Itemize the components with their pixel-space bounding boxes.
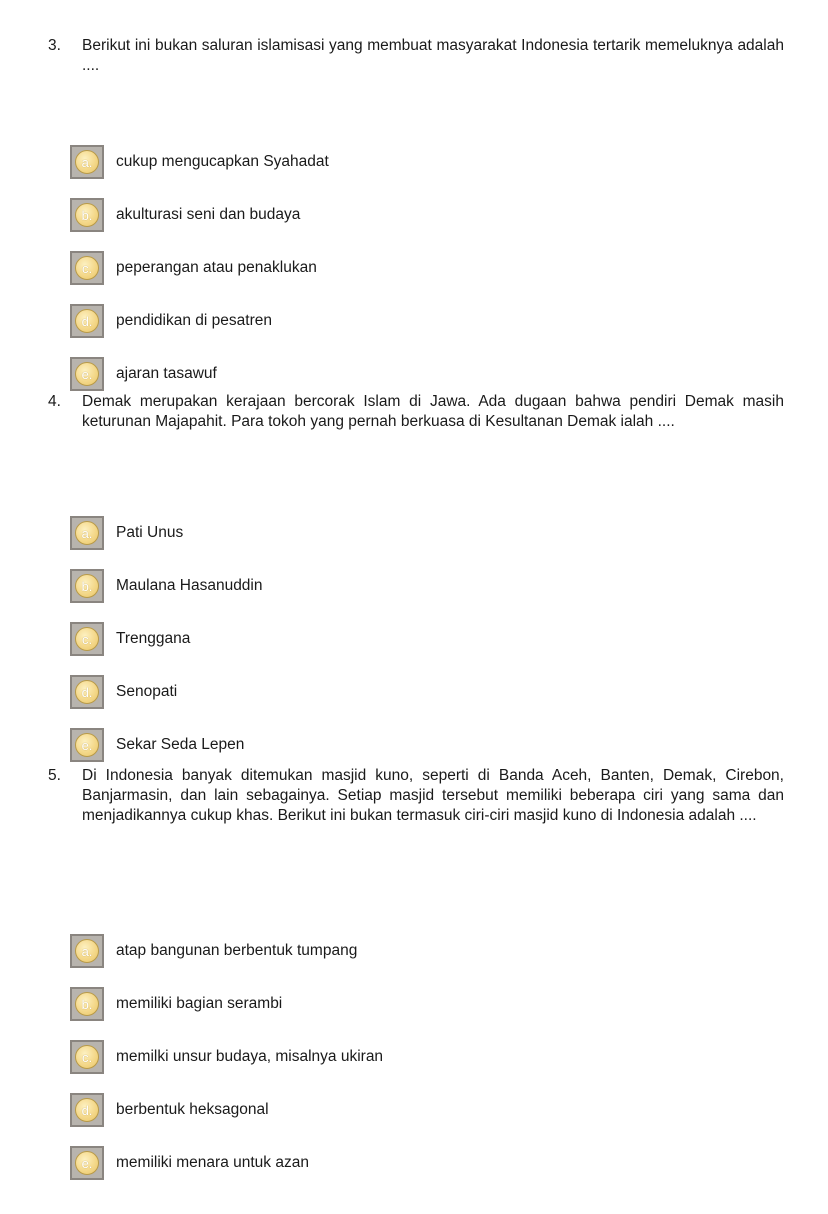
option-text: Trenggana — [116, 630, 191, 647]
question-number: 4. — [48, 393, 61, 410]
option-badge[interactable] — [70, 569, 104, 603]
option-letter: e. — [75, 733, 99, 757]
option-c[interactable] — [70, 1040, 383, 1074]
question-text: Berikut ini bukan saluran islamisasi yang membuat masyarakat Indonesia tertarik memeluknya adalah .... — [82, 37, 784, 74]
option-badge[interactable] — [70, 987, 104, 1021]
option-letter: e. — [75, 1151, 99, 1175]
option-c[interactable] — [70, 622, 190, 656]
question-3 — [0, 36, 828, 382]
option-badge[interactable] — [70, 1093, 104, 1127]
option-d[interactable] — [70, 1093, 269, 1127]
option-text: cukup mengucapkan Syahadat — [116, 153, 329, 170]
question-4 — [0, 392, 828, 753]
option-c[interactable] — [70, 251, 317, 285]
question-stem — [0, 36, 828, 76]
option-badge[interactable] — [70, 198, 104, 232]
question-stem — [0, 392, 828, 432]
option-badge[interactable] — [70, 728, 104, 762]
option-badge[interactable] — [70, 516, 104, 550]
option-letter: e. — [75, 362, 99, 386]
option-badge[interactable] — [70, 1040, 104, 1074]
option-text: memiliki bagian serambi — [116, 995, 283, 1012]
question-number: 3. — [48, 37, 61, 54]
option-badge[interactable] — [70, 145, 104, 179]
option-b[interactable] — [70, 198, 300, 232]
option-letter: d. — [75, 309, 99, 333]
option-letter: c. — [75, 256, 99, 280]
option-d[interactable] — [70, 304, 272, 338]
option-letter: c. — [75, 1045, 99, 1069]
option-badge[interactable] — [70, 934, 104, 968]
option-badge[interactable] — [70, 622, 104, 656]
option-text: memiliki menara untuk azan — [116, 1154, 309, 1171]
option-a[interactable] — [70, 934, 357, 968]
option-letter: b. — [75, 574, 99, 598]
option-letter: b. — [75, 203, 99, 227]
option-a[interactable] — [70, 516, 183, 550]
option-letter: d. — [75, 1098, 99, 1122]
option-text: memilki unsur budaya, misalnya ukiran — [116, 1048, 384, 1065]
option-b[interactable] — [70, 569, 263, 603]
option-text: Maulana Hasanuddin — [116, 577, 263, 594]
option-letter: d. — [75, 680, 99, 704]
option-badge[interactable] — [70, 357, 104, 391]
option-b[interactable] — [70, 987, 282, 1021]
option-text: peperangan atau penaklukan — [116, 259, 317, 276]
option-badge[interactable] — [70, 1146, 104, 1180]
option-e[interactable] — [70, 1146, 309, 1180]
option-text: berbentuk heksagonal — [116, 1101, 269, 1118]
option-letter: b. — [75, 992, 99, 1016]
option-a[interactable] — [70, 145, 329, 179]
question-text: Di Indonesia banyak ditemukan masjid kuno, seperti di Banda Aceh, Banten, Demak, Cirebon, Banjarmasin, dan lain sebagainya. Setiap masjid tersebut memiliki beberapa ciri yang sama dan menjadikannya cukup khas. Berikut ini bukan termasuk ciri-ciri masjid kuno di Indonesia adalah .... — [82, 767, 784, 824]
option-letter: a. — [75, 521, 99, 545]
question-5 — [0, 766, 828, 1171]
option-text: pendidikan di pesatren — [116, 312, 272, 329]
option-e[interactable] — [70, 357, 217, 391]
option-text: Senopati — [116, 683, 178, 700]
question-stem — [0, 766, 828, 826]
option-badge[interactable] — [70, 304, 104, 338]
option-letter: a. — [75, 939, 99, 963]
option-text: atap bangunan berbentuk tumpang — [116, 942, 358, 959]
option-text: ajaran tasawuf — [116, 365, 217, 382]
option-text: Pati Unus — [116, 524, 184, 541]
option-letter: c. — [75, 627, 99, 651]
question-text: Demak merupakan kerajaan bercorak Islam di Jawa. Ada dugaan bahwa pendiri Demak masih keturunan Majapahit. Para tokoh yang pernah berkuasa di Kesultanan Demak ialah .... — [82, 393, 784, 430]
option-badge[interactable] — [70, 251, 104, 285]
option-text: akulturasi seni dan budaya — [116, 206, 301, 223]
option-d[interactable] — [70, 675, 177, 709]
question-number: 5. — [48, 767, 61, 784]
option-badge[interactable] — [70, 675, 104, 709]
option-letter: a. — [75, 150, 99, 174]
option-text: Sekar Seda Lepen — [116, 736, 245, 753]
option-e[interactable] — [70, 728, 244, 762]
